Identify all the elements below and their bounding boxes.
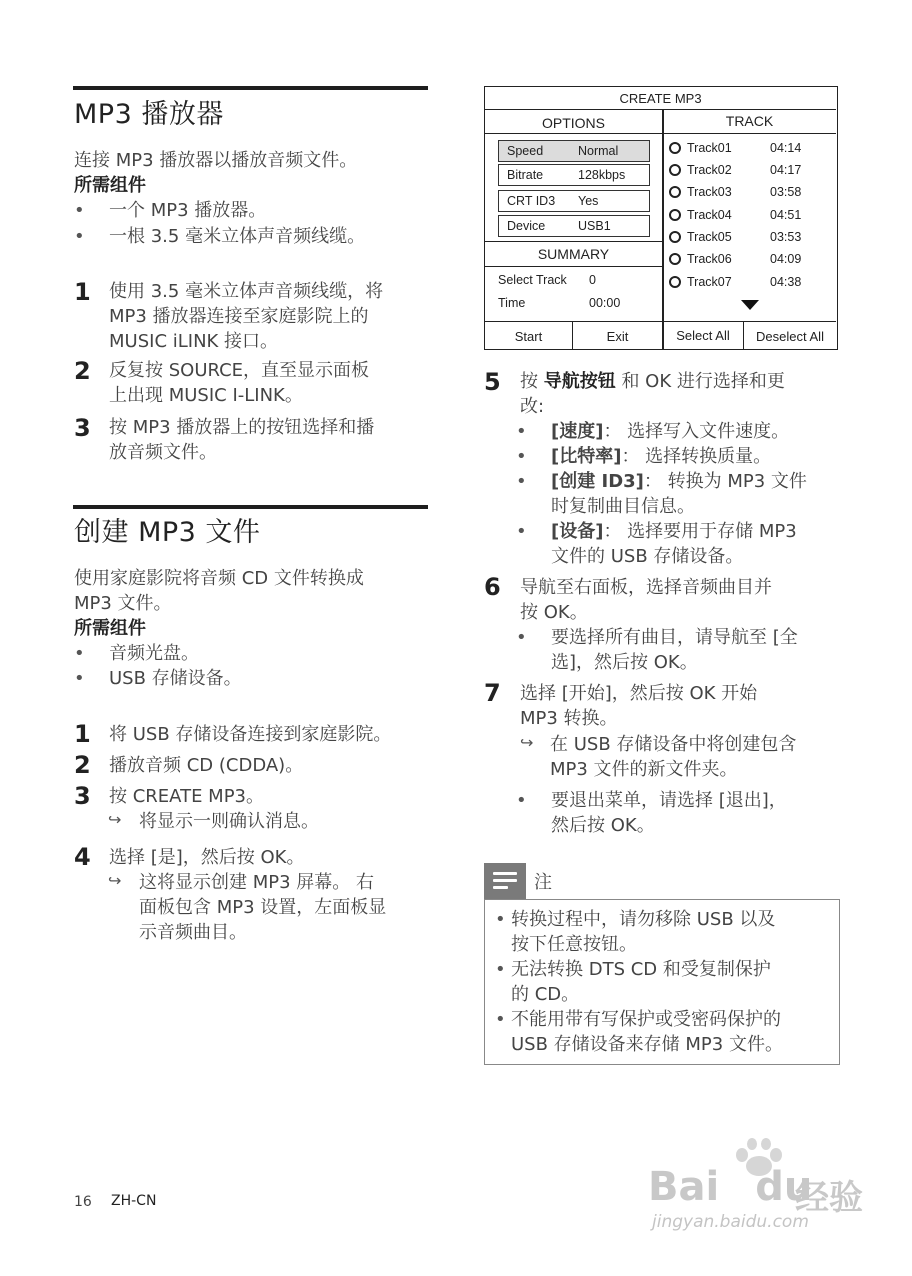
- step-number: 1: [74, 278, 91, 306]
- list-item: • 要选择所有曲目，请导航至 [全: [551, 625, 798, 650]
- option-device[interactable]: Device USB1: [498, 215, 650, 237]
- section-rule: [73, 505, 428, 509]
- step-number: 6: [484, 573, 501, 601]
- result-text: 这将显示创建 MP3 屏幕。 右: [139, 872, 375, 893]
- step-number: 4: [74, 843, 91, 871]
- note-item-cont: USB 存储设备来存储 MP3 文件。: [511, 1034, 783, 1055]
- option-crt-id3[interactable]: CRT ID3 Yes: [498, 190, 650, 212]
- required-label: 所需组件: [74, 175, 146, 196]
- list-item: • 要退出菜单，请选择 [退出]，: [551, 788, 787, 813]
- list-item-cont: 然后按 OK。: [551, 815, 655, 836]
- step-text: 选择 [是]，然后按 OK。: [109, 847, 305, 868]
- track-row[interactable]: Track06 04:09: [669, 250, 829, 270]
- note-item-cont: 的 CD。: [511, 984, 580, 1005]
- step-number: 3: [74, 782, 91, 810]
- step-text: 选择 [开始]，然后按 OK 开始: [520, 683, 758, 704]
- summary-select-track-label: Select Track: [498, 273, 567, 287]
- track-header: TRACK: [725, 113, 774, 129]
- intro-text: 使用家庭影院将音频 CD 文件转换成: [74, 568, 364, 589]
- step-text: 改:: [520, 396, 545, 417]
- summary-select-track-value: 0: [589, 273, 596, 287]
- list-item-cont: 选]，然后按 OK。: [551, 652, 698, 673]
- option-speed[interactable]: Speed Normal: [498, 140, 650, 162]
- track-row[interactable]: Track01 04:14: [669, 139, 829, 159]
- radio-icon: [669, 142, 681, 154]
- step-number: 7: [484, 679, 501, 707]
- list-item: • 一个 MP3 播放器。: [109, 198, 266, 223]
- list-item: • 一根 3.5 毫米立体声音频线缆。: [109, 224, 365, 249]
- summary-time-value: 00:00: [589, 296, 621, 310]
- summary-header: SUMMARY: [537, 246, 610, 262]
- step-number: 2: [74, 751, 91, 779]
- note-item: • 转换过程中，请勿移除 USB 以及: [511, 907, 775, 932]
- step-text: 反复按 SOURCE，直至显示面板: [109, 360, 370, 381]
- radio-icon: [669, 164, 681, 176]
- step-text: 放音频文件。: [109, 442, 217, 463]
- step-number: 2: [74, 357, 91, 385]
- radio-icon: [669, 253, 681, 265]
- step-number: 1: [74, 720, 91, 748]
- note-item: • 不能用带有写保护或受密码保护的: [511, 1007, 781, 1032]
- list-item: • [比特率]： 选择转换质量。: [551, 444, 771, 469]
- list-item-cont: 文件的 USB 存储设备。: [551, 546, 744, 567]
- list-item: • USB 存储设备。: [109, 666, 242, 691]
- step-text: 按 MP3 播放器上的按钮选择和播: [109, 417, 375, 438]
- footer-lang: ZH-CN: [111, 1193, 157, 1209]
- result-text: MP3 文件的新文件夹。: [550, 759, 738, 780]
- result-arrow-icon: ↪: [520, 733, 534, 752]
- step-text: MP3 播放器连接至家庭影院上的: [109, 306, 369, 327]
- section-rule: [73, 86, 428, 90]
- track-row[interactable]: Track04 04:51: [669, 206, 829, 226]
- option-bitrate[interactable]: Bitrate 128kbps: [498, 164, 650, 186]
- track-row[interactable]: Track05 03:53: [669, 228, 829, 248]
- section-title-create-mp3: 创建 MP3 文件: [74, 517, 261, 548]
- note-item-cont: 按下任意按钮。: [511, 934, 637, 955]
- result-text: 在 USB 存储设备中将创建包含: [550, 734, 797, 755]
- step-number: 3: [74, 414, 91, 442]
- result-text: 示音频曲目。: [139, 922, 247, 943]
- note-icon: [484, 863, 526, 899]
- summary-time-label: Time: [498, 296, 526, 310]
- intro-text: MP3 文件。: [74, 593, 172, 614]
- radio-icon: [669, 186, 681, 198]
- start-button[interactable]: Start: [514, 329, 543, 344]
- list-item: • [速度]： 选择写入文件速度。: [551, 419, 789, 444]
- section-title-mp3-player: MP3 播放器: [74, 99, 224, 130]
- options-header: OPTIONS: [541, 115, 605, 131]
- radio-icon: [669, 209, 681, 221]
- watermark-url: jingyan.baidu.com: [652, 1212, 809, 1232]
- list-item: • [创建 ID3]： 转换为 MP3 文件: [551, 469, 807, 494]
- radio-icon: [669, 276, 681, 288]
- watermark-brand: Bai du: [648, 1164, 813, 1210]
- track-row[interactable]: Track02 04:17: [669, 161, 829, 181]
- step-text: 将 USB 存储设备连接到家庭影院。: [109, 724, 392, 745]
- result-text: 将显示一则确认消息。: [139, 811, 319, 832]
- required-label: 所需组件: [74, 618, 146, 639]
- step-text: 上出现 MUSIC I-LINK。: [109, 385, 303, 406]
- page-number: 16: [74, 1194, 92, 1210]
- exit-button[interactable]: Exit: [606, 329, 629, 344]
- step-number: 5: [484, 368, 501, 396]
- intro-text: 连接 MP3 播放器以播放音频文件。: [74, 150, 358, 171]
- step-text: MUSIC iLINK 接口。: [109, 331, 279, 352]
- select-all-button[interactable]: Select All: [676, 328, 730, 343]
- step-text: MP3 转换。: [520, 708, 618, 729]
- list-item: • 音频光盘。: [109, 641, 199, 666]
- deselect-all-button[interactable]: Deselect All: [756, 329, 824, 344]
- track-row[interactable]: Track07 04:38: [669, 273, 829, 293]
- step-text: 导航至右面板，选择音频曲目并: [520, 577, 772, 598]
- step-text: 播放音频 CD (CDDA)。: [109, 755, 304, 776]
- step-text: 按 CREATE MP3。: [109, 786, 265, 807]
- track-row[interactable]: Track03 03:58: [669, 183, 829, 203]
- watermark-cn: 经验: [795, 1178, 863, 1218]
- list-item: • [设备]： 选择要用于存储 MP3: [551, 519, 797, 544]
- result-text: 面板包含 MP3 设置，左面板显: [139, 897, 387, 918]
- step-text: 使用 3.5 毫米立体声音频线缆，将: [109, 281, 384, 302]
- scroll-down-arrow-icon[interactable]: [741, 300, 759, 310]
- result-arrow-icon: ↪: [108, 810, 122, 829]
- screen-title: CREATE MP3: [619, 91, 702, 106]
- note-item: • 无法转换 DTS CD 和受复制保护: [511, 957, 771, 982]
- list-item-cont: 时复制曲目信息。: [551, 496, 695, 517]
- note-label: 注: [534, 872, 552, 893]
- step-text: 按 OK。: [520, 602, 588, 623]
- radio-icon: [669, 231, 681, 243]
- step-text: 按 导航按钮 和 OK 进行选择和更: [520, 371, 785, 392]
- create-mp3-screen: [484, 86, 838, 350]
- result-arrow-icon: ↪: [108, 871, 122, 890]
